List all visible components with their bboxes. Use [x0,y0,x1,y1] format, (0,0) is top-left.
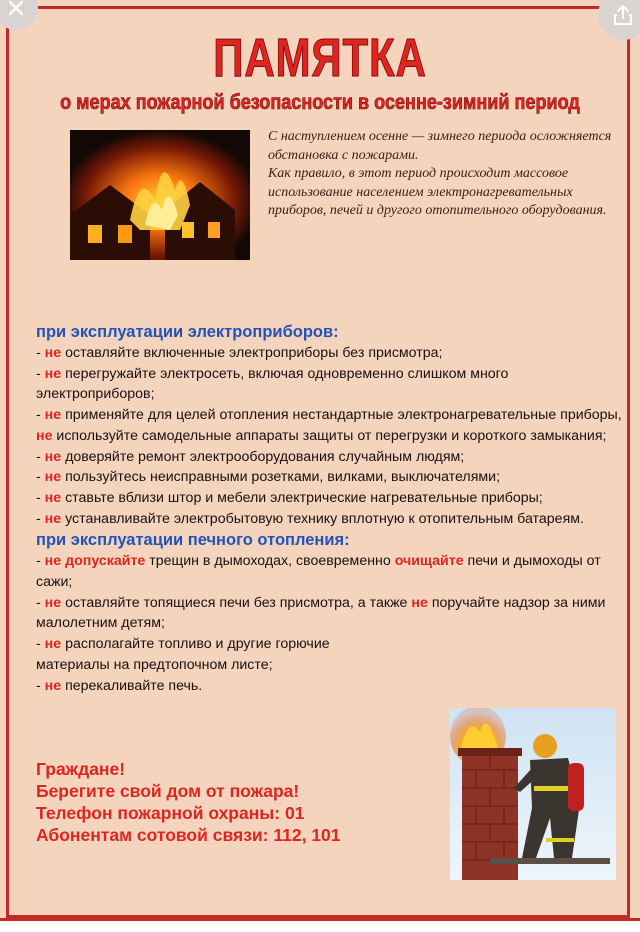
poster-title: ПАМЯТКА [213,28,427,88]
poster-subtitle: о мерах пожарной безопасности в осенне-зимний период [60,91,580,114]
intro-paragraph: С наступлением осенне — зимнего периода осложняется обстановка с пожарами. [268,129,612,163]
appeal-block [36,758,456,846]
intro-text [268,128,620,221]
list-item: - не перекаливайте печь. [36,677,203,694]
electro-heading: при эксплуатации электроприборов: [36,323,339,341]
list-item: - не применяйте для целей отопления нестандартные электронагревательные приборы, не используйте самодельные аппараты защиты от перегрузки и короткого замыкания; [36,407,622,444]
appeal-line: Абонентам сотовой связи: 112, 101 [36,825,341,845]
list-item: - не оставляйте включенные электроприборы без присмотра; [36,345,443,361]
list-item: - не располагайте топливо и другие горючие материалы на предтопочном листе; [36,636,330,673]
appeal-line: Граждане! [36,759,126,779]
list-item: - не перегружайте электросеть, включая одновременно слишком много электроприборов; [36,365,509,403]
appeal-line: Телефон пожарной охраны: 01 [36,803,305,823]
list-item: - не допускайте трещин в дымоходах, своевременно очищайте печи и дымоходы от сажи; [36,553,601,591]
close-icon [8,0,24,16]
intro-paragraph: Как правило, в этот период происходит массовое использование населением электронагревательных приборов, печей и другого отопительного оборудования. [268,166,607,218]
bottom-strip [0,918,640,932]
firefighter-chimney-image [450,708,616,880]
list-item: - не ставьте вблизи штор и мебели электрические нагревательные приборы; [36,489,543,506]
burning-house-image [70,130,250,260]
list-item: - не оставляйте топящиеся печи без присмотра, а также не поручайте надзор за ними малолетним детям; [36,594,606,632]
share-icon [613,4,633,26]
appeal-line: Берегите свой дом от пожара! [36,781,300,801]
list-item: - не доверяйте ремонт электрооборудования случайным людям; [36,448,465,465]
list-item: - не пользуйтесь неисправными розетками, вилками, выключателями; [36,469,501,486]
bottom-divider [0,918,640,921]
list-item: - не устанавливайте электробытовую технику вплотную к отопительным батареям. [36,510,584,527]
stove-heading: при эксплуатации печного отопления: [36,531,350,550]
rules-section [36,321,626,696]
